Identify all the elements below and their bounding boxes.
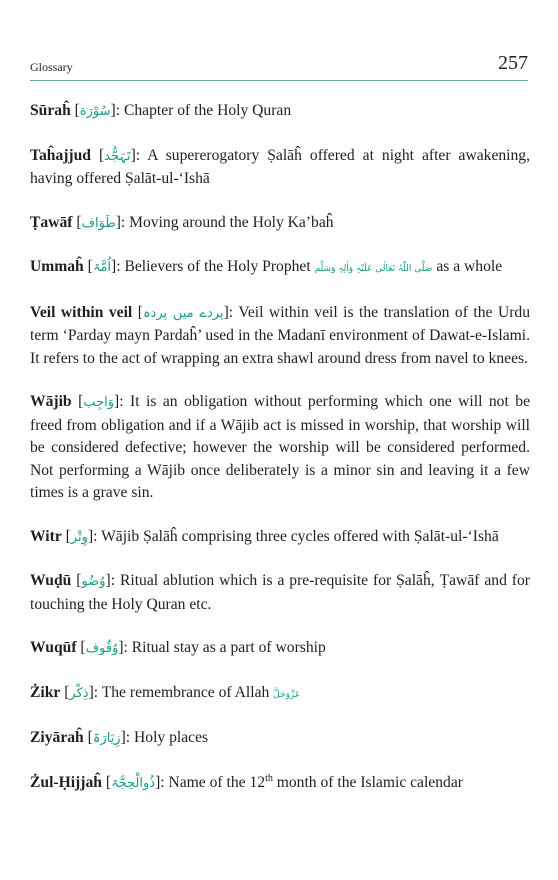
glossary-entry-zul-hijjah: Żul-Ḥijjaĥ [ذُوالْحِجَّۃ]: Name of the 12th month of the Islamic calendar: [30, 772, 463, 791]
entry-arabic: تَہَجُّد: [104, 148, 131, 164]
header-rule: [30, 80, 528, 81]
glossary-entry-tawaf: Ṭawāf [طَوَاف]: Moving around the Holy Ka’baĥ: [30, 213, 334, 231]
page-number: 257: [498, 52, 528, 74]
entry-arabic: وَاجِب: [83, 395, 114, 410]
entry-definition: : Chapter of the Holy Quran: [115, 102, 292, 119]
entry-term: Ṭawāf: [30, 213, 73, 231]
entry-arabic: طَوَاف: [81, 215, 116, 231]
entry-definition: : A supererogatory Ṣalāĥ offered at night after awakening, having offered Ṣalāt-ul-‘Ishā: [30, 146, 530, 187]
entry-arabic: سُوْرَة: [79, 104, 111, 119]
glossary-entry-ziyarah: Ziyāraĥ [زِیَارَۃ]: Holy places: [30, 729, 209, 746]
entry-arabic: زِیَارَۃ: [92, 731, 121, 746]
entry-arabic: پردے میں پردہ: [142, 305, 224, 321]
honorific-calligraphy: صَلَّی اللّٰہُ تَعَالٰی عَلَیْہِ وَاٰلِہٖ وَسَلَّم: [314, 264, 433, 274]
glossary-entry-ummah: Ummaĥ [اُمَّۃ]: Believers of the Holy Prophet صَلَّی اللّٰہُ تَعَالٰی عَلَیْہِ وَاٰلِہٖ وَسَلَّم as a whole: [30, 258, 503, 275]
glossary-entry-zikr: Żikr [ذِکْر]: The remembrance of Allah عَزَّوَجَلَّ: [30, 683, 301, 701]
entry-arabic: اُمَّۃ: [92, 260, 112, 275]
entry-term: Żikr: [30, 683, 61, 701]
entry-arabic: ذِکْر: [69, 685, 89, 701]
entry-term: Ummaĥ: [30, 258, 84, 275]
glossary-entry-surah: Sūraĥ [سُوْرَة]: Chapter of the Holy Quran: [30, 102, 292, 119]
glossary-entry-tahajjud: Taĥajjud [تَہَجُّد]: A supererogatory Ṣalāĥ offered at night after awakening, having offered Ṣalāt-ul-‘Ishā: [30, 146, 530, 187]
entry-arabic: وُضُو: [81, 574, 106, 589]
entry-definition: : It is an obligation without performing which one will not be freed from obligation and if a Wājib act is missed in worship, that worship will be considered defective; however the worship will be considered performed. Not performing a Wājib once deliberately is a minor sin and leaving it a few times is a grave sin.: [30, 393, 531, 501]
section-title: Glossary: [30, 60, 73, 74]
glossary-entry-wudu: Wuḍū [وُضُو]: Ritual ablution which is a pre-requisite for Ṣalāĥ, Ṭawāf and for touching the Holy Quran etc.: [30, 572, 530, 613]
entry-term: Żul-Ḥijjaĥ: [30, 773, 102, 791]
glossary-entry-witr: Witr [وِتْر]: Wājib Ṣalāĥ comprising three cycles offered with Ṣalāt-ul-‘Ishā: [30, 527, 499, 545]
ordinal-superscript: th: [265, 772, 273, 784]
entry-term: Veil within veil: [30, 303, 133, 321]
glossary-entry-wajib: Wājib [وَاجِب]: It is an obligation without performing which one will not be freed from obligation and if a Wājib act is missed in worship, that worship will be considered defective; however the worship will be considered performed. Not performing a Wājib once deliberately is a minor sin and leaving it a few times is a grave sin.: [30, 393, 531, 501]
entry-term: Witr: [30, 527, 62, 545]
entry-term: Wuqūf: [30, 639, 77, 656]
entry-definition: : Believers of the Holy Prophet: [116, 258, 311, 275]
entry-term: Wuḍū: [30, 572, 72, 589]
glossary-entry-wuquf: Wuqūf [وُقُوف]: Ritual stay as a part of worship: [30, 639, 326, 656]
entry-definition-continued: month of the Islamic calendar: [276, 773, 463, 791]
page-header: [30, 52, 528, 82]
entry-term: Sūraĥ: [30, 102, 71, 119]
glossary-entries: [30, 100, 530, 816]
glossary-entry-veil-within-veil: Veil within veil [پردے میں پردہ]: Veil within veil is the translation of the Urdu term ‘Parday mayn Pardaĥ’ used in the Madanī environment of Dawat-e-Islami. It refers to the act of wrapping an extra shawl around dress from navel to knees.: [30, 303, 530, 367]
entry-arabic: وِتْر: [70, 529, 88, 545]
entry-definition: : Ritual stay as a part of worship: [123, 639, 326, 656]
entry-arabic: وُقُوف: [85, 641, 119, 656]
entry-definition: : Name of the 12: [160, 773, 266, 791]
entry-definition: : Moving around the Holy Ka’baĥ: [120, 213, 334, 231]
honorific-calligraphy: عَزَّوَجَلَّ: [273, 689, 301, 700]
entry-definition: : Wājib Ṣalāĥ comprising three cycles offered with Ṣalāt-ul-‘Ishā: [93, 527, 499, 545]
entry-definition-continued: as a whole: [436, 258, 503, 275]
entry-definition: : Veil within veil is the translation of the Urdu term ‘Parday mayn Pardaĥ’ used in the Madanī environment of Dawat-e-Islami. It refers to the act of wrapping an extra shawl around dress from navel to knees.: [30, 303, 530, 367]
entry-term: Taĥajjud: [30, 146, 91, 164]
entry-term: Wājib: [30, 393, 72, 410]
entry-definition: : The remembrance of Allah: [93, 683, 270, 701]
entry-arabic: ذُوالْحِجَّۃ: [111, 775, 156, 791]
entry-term: Ziyāraĥ: [30, 729, 84, 746]
entry-definition: : Ritual ablution which is a pre-requisite for Ṣalāĥ, Ṭawāf and for touching the Holy Quran etc.: [30, 572, 530, 613]
entry-definition: : Holy places: [125, 729, 209, 746]
